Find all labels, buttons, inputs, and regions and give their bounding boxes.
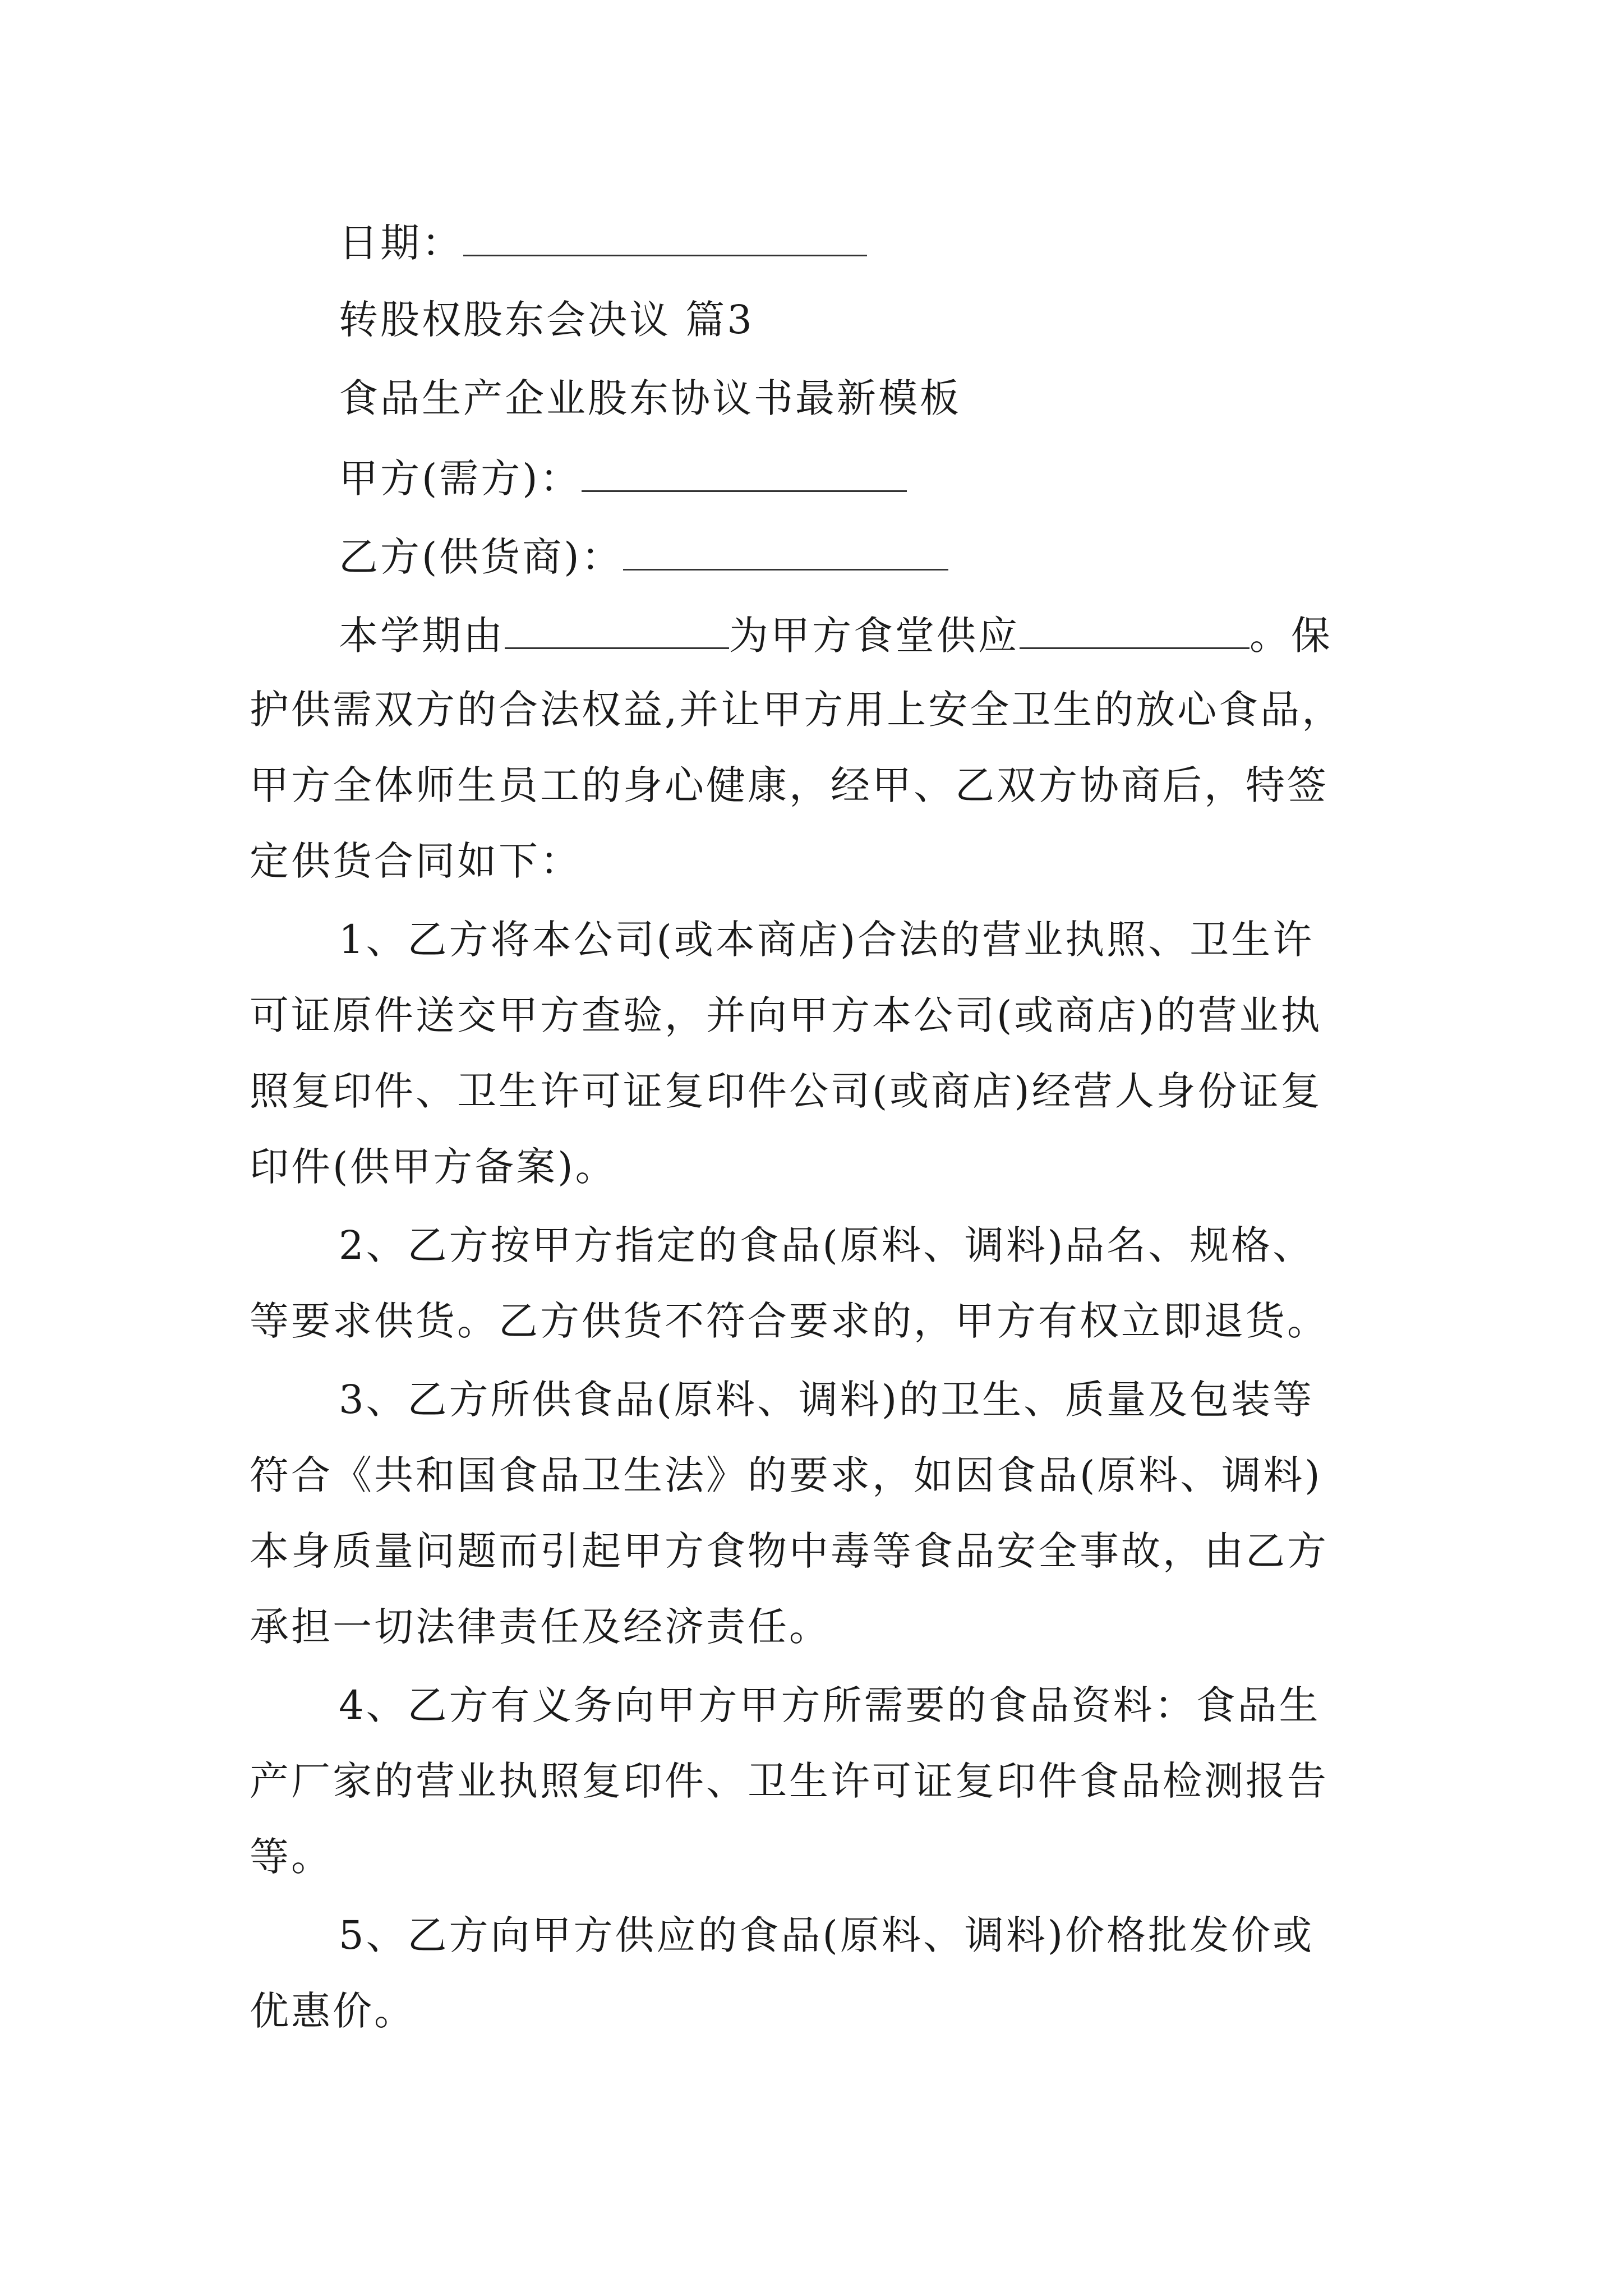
clause-1-line: 可证原件送交甲方查验，并向甲方本公司(或商店)的营业执 [250,992,1322,1038]
intro-line: 护供需双方的合法权益,并让甲方用上安全卫生的放心食品， [250,687,1344,733]
party-b-line [339,527,948,583]
clause-4-line: 等。 [250,1834,333,1880]
party-a-label: 甲方(需方)： [339,455,582,501]
party-a-line [339,449,907,505]
clause-3-line: 符合《共和国食品卫生法》的要求，如因食品(原料、调料) [250,1452,1322,1498]
intro-line: 定供货合同如下： [250,838,582,884]
clause-5-line: 5、乙方向甲方供应的食品(原料、调料)价格批发价或 [339,1912,1315,1958]
clause-5-line: 优惠价。 [250,1988,416,2034]
clause-4-line: 产厂家的营业执照复印件、卫生许可证复印件食品检测报告 [250,1758,1329,1804]
clause-1-line: 印件(供甲方备案)。 [250,1144,617,1190]
date-line [339,213,867,269]
intro-text: 。保 [1249,613,1332,659]
party-b-label: 乙方(供货商)： [339,534,623,580]
clause-1-line: 照复印件、卫生许可证复印件公司(或商店)经营人身份证复 [250,1068,1322,1114]
clause-2-line: 2、乙方按甲方指定的食品(原料、调料)品名、规格、 [339,1222,1315,1268]
supplier-blank [505,606,729,649]
clause-3-line: 承担一切法律责任及经济责任。 [250,1604,831,1650]
intro-text: 为甲方食堂供应 [729,613,1020,659]
document-title: 转股权股东会决议 篇3 [339,297,754,343]
intro-text: 本学期由 [339,613,505,659]
intro-first-line [339,606,1332,662]
clause-3-line: 3、乙方所供食品(原料、调料)的卫生、质量及包装等 [339,1377,1315,1423]
date-blank [463,213,867,256]
intro-line: 甲方全体师生员工的身心健康，经甲、乙双方协商后，特签 [250,762,1329,808]
clause-1-line: 1、乙方将本公司(或本商店)合法的营业执照、卫生许 [339,917,1315,963]
party-a-blank [582,449,907,492]
clause-2-line: 等要求供货。乙方供货不符合要求的，甲方有权立即退货。 [250,1298,1329,1344]
goods-blank [1020,606,1249,649]
date-label: 日期： [339,220,463,266]
document-subtitle: 食品生产企业股东协议书最新模板 [339,375,961,421]
clause-3-line: 本身质量问题而引起甲方食物中毒等食品安全事故，由乙方 [250,1528,1329,1574]
party-b-blank [623,527,948,570]
clause-4-line: 4、乙方有义务向甲方甲方所需要的食品资料：食品生 [339,1682,1321,1728]
